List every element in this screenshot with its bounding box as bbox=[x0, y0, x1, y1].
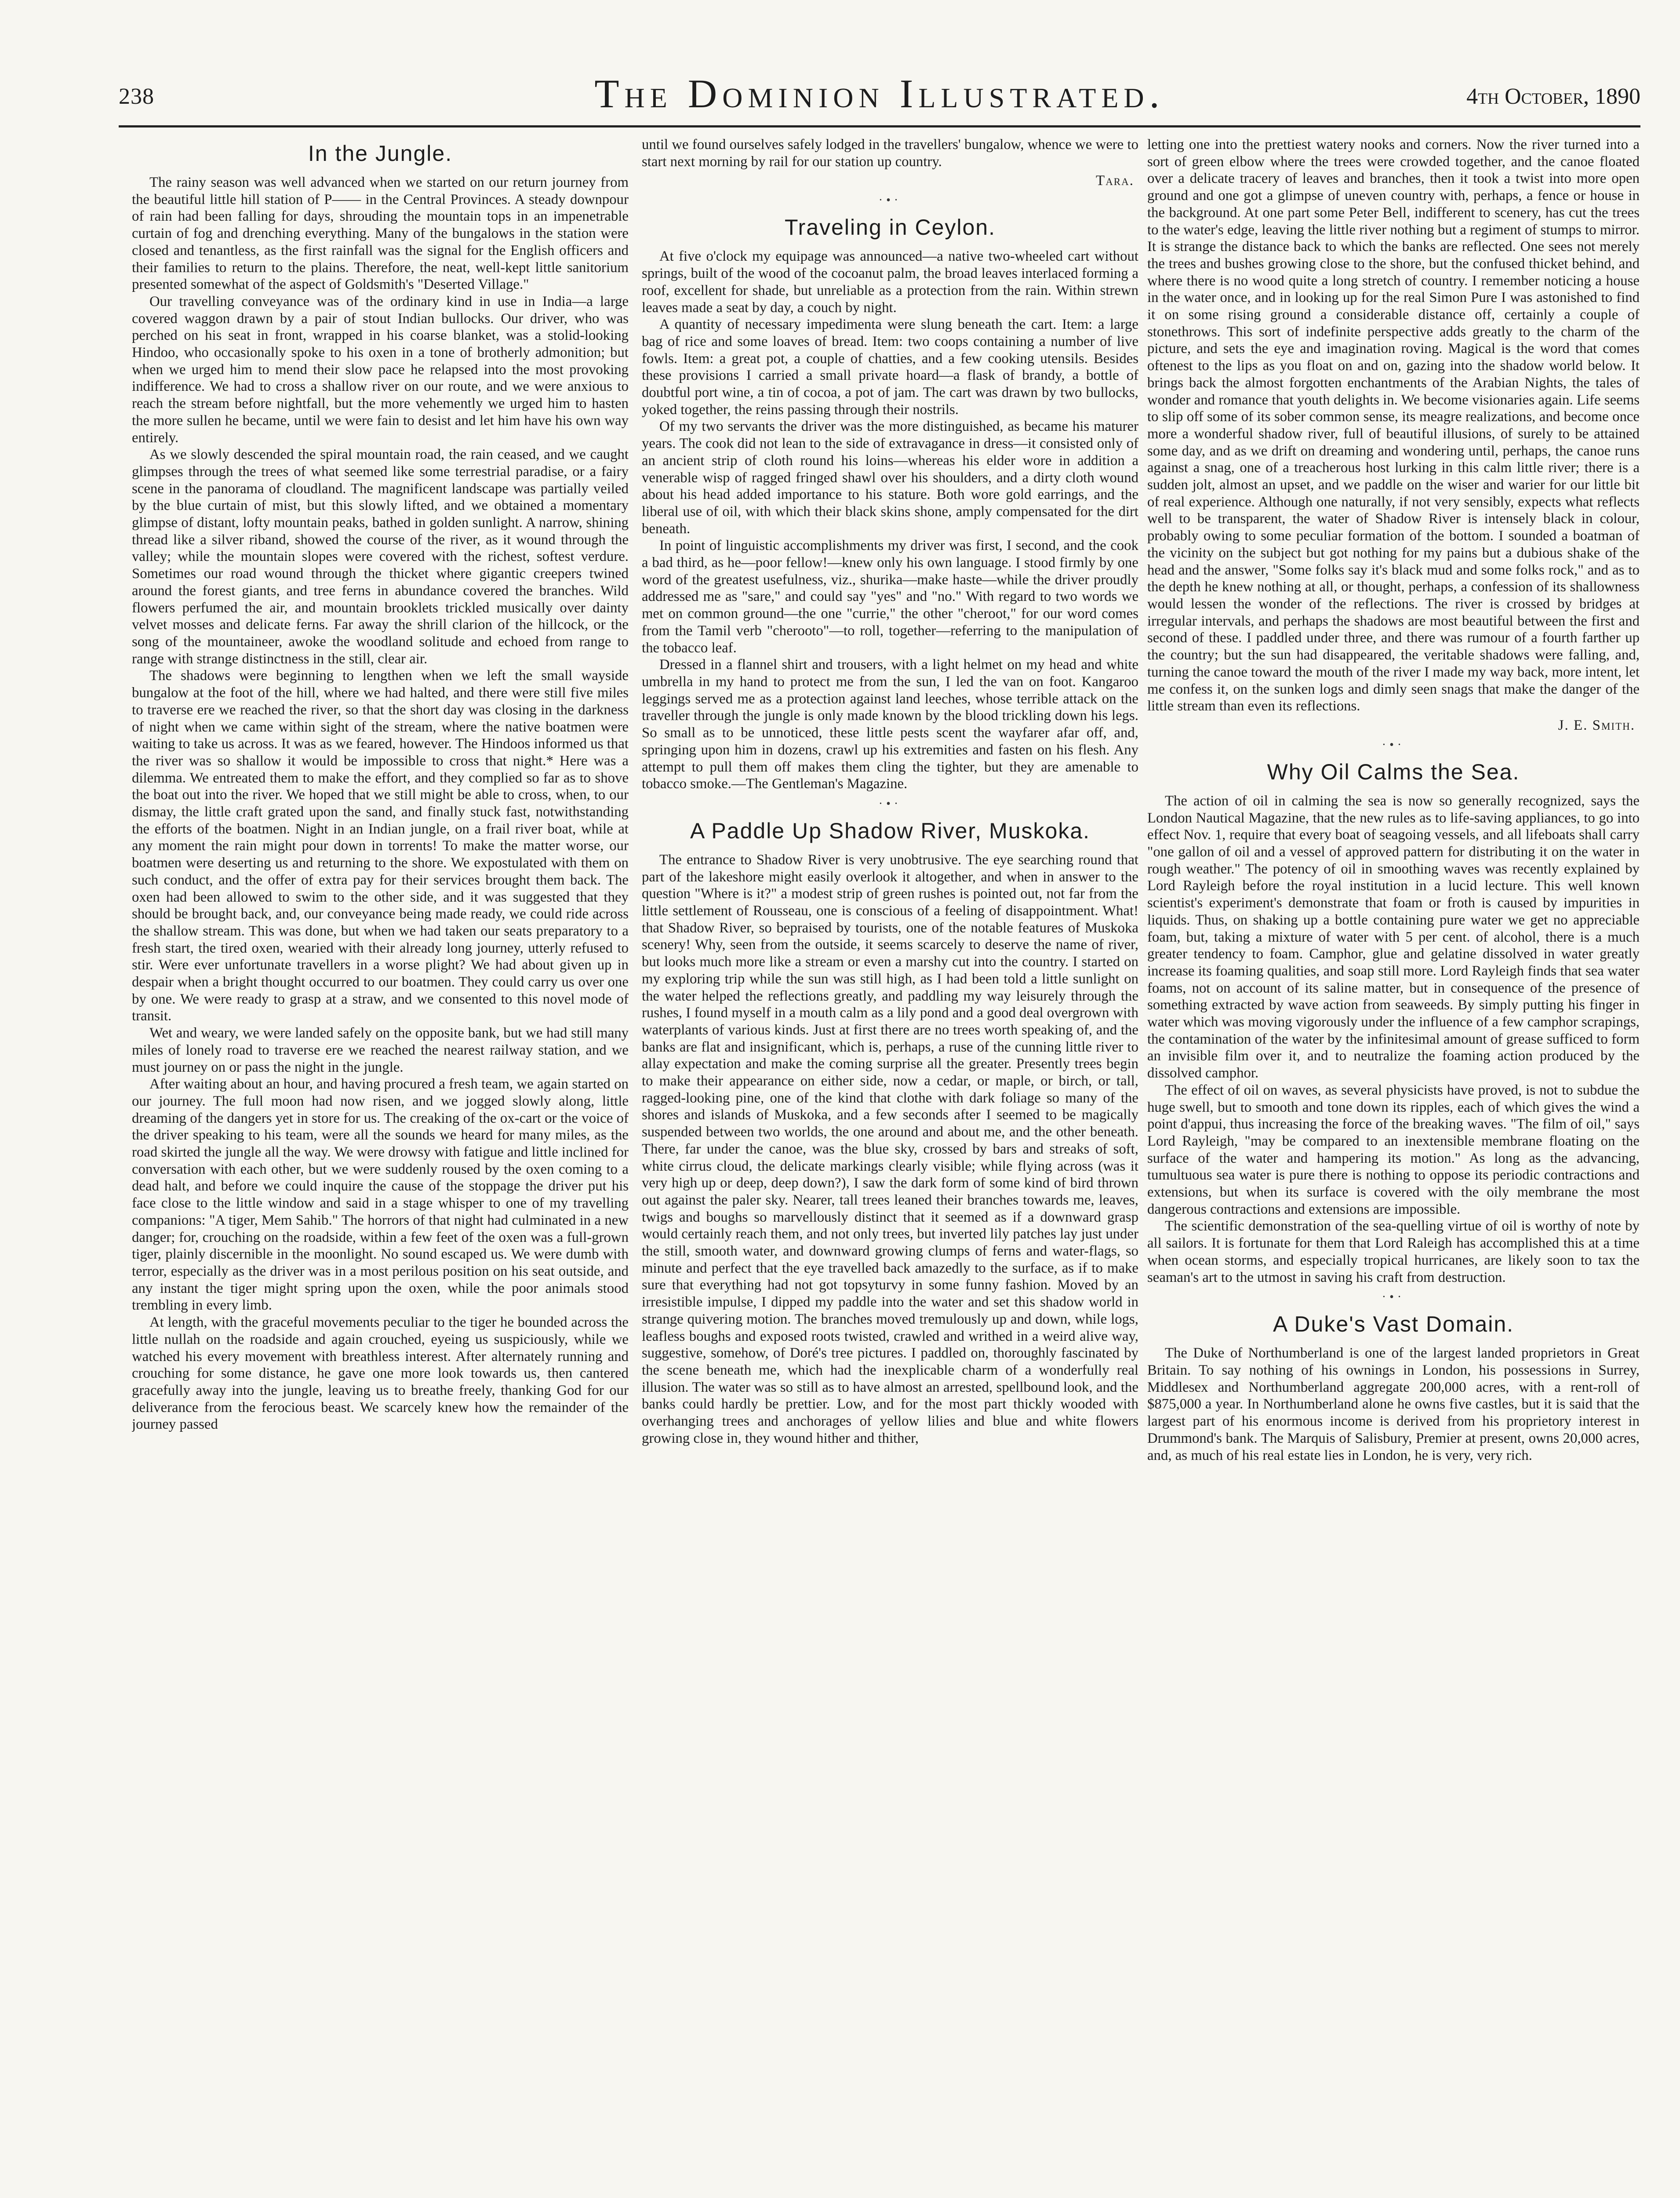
jungle-paragraph: As we slowly descended the spiral mountain road, the rain ceased, and we caught glimpses through the trees of what seemed like some terrestrial paradise, or a fairy scene in the panorama of cloudland. The magnificent landscape was partially veiled by the blue curtain of mist, but this slowly lifted, and we obtained a momentary glimpse of distant, lofty mountain peaks, bathed in golden sunlight. A narrow, shining thread like a silver riband, showed the course of the river, as it wound through the valley; while the mountain slopes were covered with the richest, softest verdure. Sometimes our road wound through the thicket where gigantic creepers twined around the forest giants, and tree ferns in abundance covered the branches. Wild flowers perfumed the air, and mountain brooklets trickled musically over dainty velvet mosses and delicate ferns. Far away the shrill clarion of the hillcock, or the song of the mountaineer, awoke the woodland solitude and echoed from range to range with strange distinctness in the still, clear air. bbox=[132, 447, 629, 667]
page-number: 238 bbox=[119, 84, 154, 109]
paddle-continuation: letting one into the prettiest watery nooks and corners. Now the river turned into a sort of green elbow where the trees were crowded together, and the canoe floated over a delicate tracery of leaves and branches, then it took a twist into more open ground and one got a glimpse of uneven country with, perhaps, a fence or house in the background. At one part some Peter Bell, indifferent to scenery, has cut the trees to the water's edge, leaving the little river nothing but a regiment of stumps to mirror. It is strange the distance back to which the banks are reflected. One sees not merely the trees and bushes growing close to the shore, but the confused thicket behind, and where there is no wood quite a long stretch of country. I remember noticing a house in the water once, and in looking up for the real Simon Pure I was astonished to find it on some rising ground a considerable distance off, certainly a couple of stonethrows. This sort of indefinite perspective adds greatly to the charm of the picture, and sets the eye and imagination roving. Magical is the word that comes oftenest to the lips as you float on and on, gazing into the shadow world below. It brings back the almost forgotten enchantments of the Arabian Nights, the tales of wonder and romance that youth delights in. We become visionaries again. Life seems to slip off some of its sober common sense, its meagre realizations, and become once more a wonderful shadow river, full of beautiful illusions, of surely to be attained some day, and as we drift on dreaming and wondering until, perhaps, the canoe runs against a snag, one of a treacherous host lurking in this calm little river; there is a sudden jolt, almost an upset, and we paddle on the wiser and warier for our little bit of real experience. Although one naturally, if not very sensibly, expects what reflects well to be transparent, the water of Shadow River is intensely black in colour, probably owing to some peculiar formation of the bottom. I sounded a boatman of the vicinity on the subject but got nothing for my pains but a dubious shake of the head and the answer, "Some folks say it's black mud and some folks rock," and as to the depth he knew nothing at all, or thought, perhaps, a confession of its shallowness would lessen the wonder of the reflections. The river is crossed by bridges at irregular intervals, and perhaps the shadows are most beautiful between the first and second of these. I paddled under three, and there was rumour of a fourth farther up the country; but the sun had disappeared, the veritable shadows were falling, and, turning the canoe toward the mouth of the river I made my way back, more intent, let me confess it, on the sunken logs and dimly seen snags that make the danger of the little stream than even its reflections. bbox=[1147, 137, 1640, 714]
column-2 bbox=[642, 136, 1138, 2198]
section-divider: ·•· bbox=[878, 797, 902, 811]
jungle-paragraph: After waiting about an hour, and having procured a fresh team, we again started on our journey. The full moon had now risen, and we jogged slowly along, little dreaming of the dangers yet in store for us. The creaking of the ox-cart or the voice of the driver speaking to his team, were all the sounds we heard for many miles, as the road skirted the jungle all the way. We were drowsy with fatigue and little inclined for conversation with each other, but we were suddenly roused by the oxen coming to a dead halt, and before we could inquire the cause of the stoppage the driver put his face close to the little window and said in a stage whisper to one of my travelling companions: "A tiger, Mem Sahib." The horrors of that night had culminated in a new danger; for, crouching on the roadside, within a few feet of the oxen was a full-grown tiger, plainly discernible in the moonlight. No sound escaped us. We were dumb with terror, especially as the driver was in a most perilous position on his seat outside, and any instant the tiger might spring upon the oxen, while the poor animals stood trembling in every limb. bbox=[132, 1076, 629, 1314]
column-1 bbox=[132, 136, 629, 2198]
article-title-oil: Why Oil Calms the Sea. bbox=[1267, 759, 1520, 784]
ceylon-paragraph: At five o'clock my equipage was announced—a native two-wheeled cart without springs, built of the wood of the cocoanut palm, the broad leaves interlaced forming a roof, excellent for shade, but unreliable as a protection from the rain. Within strewn leaves made a seat by day, a couch by night. bbox=[642, 248, 1138, 316]
article-title-ceylon: Traveling in Ceylon. bbox=[784, 215, 996, 240]
jungle-paragraph: Our travelling conveyance was of the ordinary kind in use in India—a large covered waggon drawn by a pair of stout Indian bullocks. Our driver, who was perched on his seat in front, wrapped in his coarse blanket, was a stolid-looking Hindoo, who occasionally spoke to his oxen in a tone of brotherly admonition; but when we urged him to mend their slow pace he relapsed into the most provoking indifference. We had to cross a shallow river on our route, and we were anxious to reach the stream before nightfall, but the more vehemently we urged him to hasten the more sullen he became, until we were fain to desist and let him have his own way entirely. bbox=[132, 293, 629, 446]
section-divider: ·•· bbox=[1382, 738, 1405, 752]
jungle-paragraph: The shadows were beginning to lengthen when we left the small wayside bungalow at the foot of the hill, where we had halted, and there were still five miles to traverse ere we reached the river, so that the short day was closing in the darkness of night when we came within sight of the stream, where the native boatmen were waiting to take us across. It was as we feared, however. The Hindoos informed us that the river was so shallow it would be impossible to cross that night.* Here was a dilemma. We entreated them to make the effort, and they complied so far as to shove the boat out into the river. We hoped that we still might be able to cross, when, to our dismay, the little craft grated upon the sand, and finally stuck fast, notwithstanding the efforts of the boatmen. Night in an Indian jungle, on a frail river boat, while at any moment the rain might pour down in torrents! To make the matter worse, our boatmen were deserting us and returning to the shore. We expostulated with them on such conduct, and the offer of extra pay for their services brought them back. The oxen had been allowed to swim to the other side, and it was suggested that they should be brought back, and, our conveyance being made ready, we could ride across the shallow stream. This was done, but when we had taken our seats preparatory to a fresh start, the tired oxen, wearied with their already long journey, utterly refused to stir. Were ever unfortunate travellers in a worse plight? We had about given up in despair when a bright thought occurred to our boatmen. They could carry us over one by one. We were ready to grasp at a straw, and we consented to this novel mode of transit. bbox=[132, 668, 629, 1024]
header-rule bbox=[119, 125, 1640, 127]
jungle-paragraph: The rainy season was well advanced when we started on our return journey from the beautiful little hill station of P—— in the Central Provinces. A steady downpour of rain had been falling for days, shrouding the mountain tops in an impenetrable curtain of fog and drenching everything. Many of the bungalows in the station were closed and tenantless, as the first rainfall was the signal for the English officers and their families to return to the plains. Therefore, the neat, well-kept little sanitorium presented somewhat of the aspect of Goldsmith's "Deserted Village." bbox=[132, 175, 629, 293]
jungle-continuation: until we found ourselves safely lodged in the travellers' bungalow, whence we were to start next morning by rail for our station up country. bbox=[642, 137, 1138, 170]
oil-paragraph: The effect of oil on waves, as several physicists have proved, is not to subdue the huge swell, but to smooth and tone down its ripples, each of which gives the wind a point d'appui, thus increasing the force of the breaking waves. "The film of oil," says Lord Rayleigh, "may be compared to an inextensible membrane floating on the surface of the water and hampering its motion." As long as the advancing, tumultuous sea water is pure there is nothing to oppose its periodic contractions and extensions, but when its surface is covered with the oily membrane the most dangerous contractions and extensions are impossible. bbox=[1147, 1082, 1640, 1217]
jungle-paragraph: Wet and weary, we were landed safely on the opposite bank, but we had still many miles of lonely road to traverse ere we reached the nearest railway station, and we must journey on or pass the night in the jungle. bbox=[132, 1025, 629, 1075]
section-divider: ·•· bbox=[878, 193, 902, 207]
paddle-signature: J. E. Smith. bbox=[1558, 717, 1635, 733]
paddle-paragraph: The entrance to Shadow River is very unobtrusive. The eye searching round that part of the lakeshore might easily overlook it altogether, and when in answer to the question "Where is it?" a modest strip of green rushes is pointed out, not far from the little settlement of Rousseau, one is conscious of a feeling of disappointment. What! that Shadow River, so bepraised by tourists, one of the notable features of Muskoka scenery! Why, seen from the outside, it seems scarcely to deserve the name of river, but looks much more like a stream or even a marshy cut into the country. I started on my exploring trip while the sun was still high, as I had been told a little sunlight on the water helped the reflections greatly, and paddling my way leisurely through the rushes, I found myself in a mouth calm as a lily pond and a good deal overgrown with waterplants of various kinds. Just at first there are no trees worth speaking of, and the banks are flat and insignificant, which is, perhaps, a ruse of the cunning little river to allay expectation and make the coming surprise all the greater. Presently trees begin to make their appearance on either side, now a cedar, or maple, or birch, or tall, ragged-looking pine, one of the kind that clothe with dark foliage so many of the shores and islands of Muskoka, and a few seconds after I seemed to be magically suspended between two worlds, the one around and about me, and the other beneath. There, far under the canoe, was the blue sky, crossed by bars and streaks of soft, white cirrus cloud, the delicate markings clearly visible; while flying across (was it very high up or deep, deep down?), I saw the dark form of some kind of bird thrown out against the paler sky. Nearer, tall trees leaned their branches towards me, leaves, twigs and boughs so marvellously distinct that it seemed as if a downward grasp would certainly reach them, and not only trees, but inverted lily patches lay just under the still, smooth water, and downward growing clumps of ferns and water-flags, so minute and perfect that the eye travelled back amazedly to the surface, as if to make sure that everything had not got topsyturvy in some funny fashion. Moved by an irresistible impulse, I dipped my paddle into the water and set this shadow world in strange quivering motion. The branches moved tremulously up and down, while logs, leafless boughs and exposed roots twisted, crawled and writhed in a weird alive way, suggestive, somehow, of Doré's tree pictures. I paddled on, thoroughly fascinated by the scene beneath me, which had the inexplicable charm of a wonderfully real illusion. The water was so still as to have almost an arrested, spellbound look, and the banks could hardly be prettier. Low, and for the most part thickly wooded with overhanging trees and anchorages of yellow lilies and blue and white flowers growing close in, they wound hither and thither, bbox=[642, 852, 1138, 1446]
issue-date: 4th October, 1890 bbox=[1466, 84, 1640, 109]
article-title-jungle: In the Jungle. bbox=[308, 141, 453, 166]
oil-paragraph: The action of oil in calming the sea is now so generally recognized, says the London Nautical Magazine, that the new rules as to life-saving appliances, to go into effect Nov. 1, require that every boat of seagoing vessels, and all lifeboats shall carry "one gallon of oil and a vessel of approved pattern for distributing it on the water in rough weather." The potency of oil in smoothing waves was recently explained by Lord Rayleigh before the royal institution in a lucid lecture. This well known scientist's experiment's demonstrate that foam or froth is caused by impurities in liquids. Thus, on shaking up a bottle containing pure water we get no appreciable foam, but, taking a mixture of water with 5 per cent. of alcohol, there is a much greater tendency to foam. Camphor, glue and gelatine dissolved in water greatly increase its foaming qualities, and soap still more. Lord Rayleigh finds that sea water foams, not on account of its saline matter, but in consequence of the presence of something extracted by wave action from seaweeds. By simply putting his finger in water which was moving vigorously under the influence of a few camphor scrapings, the contamination of the water by the infinitesimal amount of grease sufficed to form an invisible film over it, and to neutralize the foaming action produced by the dissolved camphor. bbox=[1147, 793, 1640, 1081]
article-title-duke: A Duke's Vast Domain. bbox=[1273, 1312, 1514, 1337]
page-header bbox=[119, 70, 1640, 119]
ceylon-paragraph: Of my two servants the driver was the more distinguished, as became his maturer years. The cook did not lean to the side of extravagance in dress—it consisted only of an ancient strip of cloth round his loins—whereas his elder wore in addition a venerable wisp of ragged fringed shawl over his shoulders, and a dirty cloth wound about his head added importance to his stature. Both wore gold earrings, and the liberal use of oil, with which their black skins shone, amply compensated for the dirt beneath. bbox=[642, 418, 1138, 537]
column-3 bbox=[1147, 136, 1640, 2198]
jungle-paragraph: At length, with the graceful movements peculiar to the tiger he bounded across the little nullah on the roadside and again crouched, eyeing us suspiciously, while we watched his every movement with breathless interest. After alternately running and crouching for some distance, he gave one more look towards us, then cantered gracefully away into the jungle, leaving us to breathe freely, thanking God for our deliverance from the ferocious beast. We scarcely knew how the remainder of the journey passed bbox=[132, 1314, 629, 1433]
duke-paragraph: The Duke of Northumberland is one of the largest landed proprietors in Great Britain. To say nothing of his ownings in London, his possessions in Surrey, Middlesex and Northumberland aggregate 200,000 acres, with a rent-roll of $875,000 a year. In Northumberland alone he owns five castles, but it is said that the largest part of his enormous income is derived from his proprietory interest in Drummond's bank. The Marquis of Salisbury, Premier at present, owns 20,000 acres, and, as much of his real estate lies in London, he is very, very rich. bbox=[1147, 1345, 1640, 1463]
ceylon-paragraph: A quantity of necessary impedimenta were slung beneath the cart. Item: a large bag of rice and some loaves of bread. Item: two coops containing a number of live fowls. Item: a great pot, a couple of chatties, and a few cooking utensils. Besides these provisions I carried a small private hoard—a flask of brandy, a bottle of doubtful port wine, a tin of cocoa, a pot of jam. The cart was drawn by two bullocks, yoked together, the reins passing through their nostrils. bbox=[642, 317, 1138, 418]
masthead: The Dominion Illustrated. bbox=[594, 71, 1165, 116]
ceylon-paragraph: Dressed in a flannel shirt and trousers, with a light helmet on my head and white umbrella in my hand to protect me from the sun, I led the van on foot. Kangaroo leggings served me as a protection against land leeches, whose terrible attack on the traveller through the jungle is only made known by the blood trickling down his legs. So small as to be unnoticed, these little pests scent the wayfarer afar off, and, springing upon him in dozens, crawl up his extremities and fasten on his flesh. Any attempt to pull them off makes them cling the tighter, but they are amenable to tobacco smoke.—The Gentleman's Magazine. bbox=[642, 657, 1138, 792]
article-title-paddle: A Paddle Up Shadow River, Muskoka. bbox=[690, 818, 1091, 843]
jungle-signature: Tara. bbox=[1096, 173, 1134, 189]
section-divider: ·•· bbox=[1382, 1290, 1405, 1304]
oil-paragraph: The scientific demonstration of the sea-quelling virtue of oil is worthy of note by all sailors. It is fortunate for them that Lord Raleigh has accomplished this at a time when ocean storms, and especially tropical hurricanes, are likely soon to tax the seaman's art to the utmost in saving his craft from destruction. bbox=[1147, 1218, 1640, 1285]
ceylon-paragraph: In point of linguistic accomplishments my driver was first, I second, and the cook a bad third, as he—poor fellow!—knew only his own language. I stood firmly by one word of the greatest usefulness, viz., shurika—make haste—while the driver proudly addressed me as "sare," and could say "yes" and "no." With regard to two words we met on common ground—the one "currie," the other "cheroot," for our word comes from the Tamil verb "cherooto"—to roll, together—referring to the manipulation of the tobacco leaf. bbox=[642, 538, 1138, 656]
